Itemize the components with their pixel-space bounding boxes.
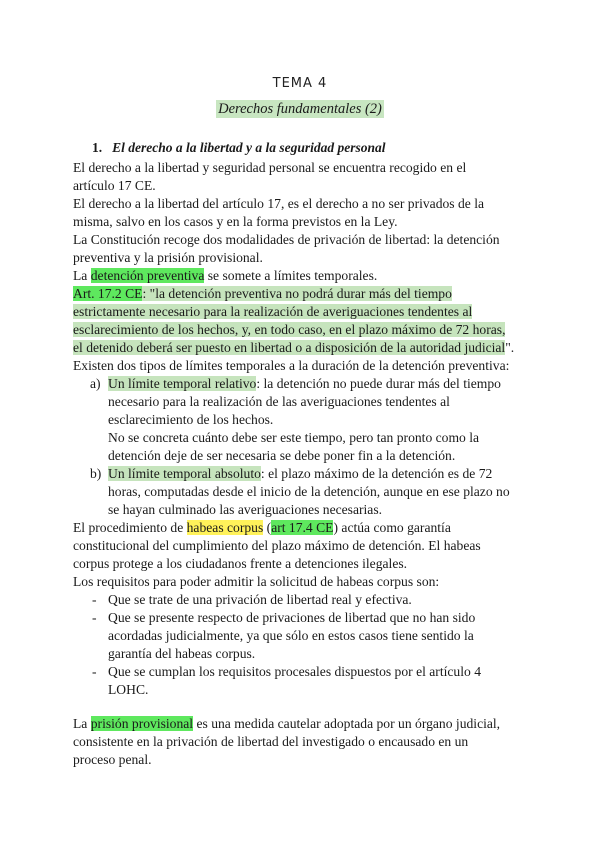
- p3-line-1: La Constitución recoge dos modalidades de privación de libertad: la detención: [73, 232, 500, 247]
- item-a-marker: a): [90, 376, 101, 391]
- req-2-dash: -: [92, 610, 97, 625]
- item-a-line-4: No se concreta cuánto debe ser este tiempo, pero tan pronto como la: [108, 430, 480, 445]
- req-2-line-1: Que se presente respecto de privaciones de libertad que no han sido: [108, 610, 476, 625]
- art172-quote-2: estrictamente necesario para la realización de averiguaciones tendentes al: [73, 304, 473, 319]
- p6-line-2: constitucional del cumplimiento del plazo máximo de detención. El habeas: [73, 538, 481, 553]
- p6-pre: El procedimiento de: [73, 520, 187, 535]
- detencion-preventiva-highlight: detención preventiva: [90, 268, 205, 283]
- item-a-line-5: detención deje de ser necesaria se debe poner fin a la detención.: [108, 448, 456, 463]
- p6-line-3: corpus protege a los ciudadanos frente a detenciones ilegales.: [73, 556, 408, 571]
- limite-relativo-highlight: Un límite temporal relativo: [108, 376, 257, 391]
- art172-line-2: [73, 303, 472, 321]
- p6-line-1: [73, 519, 451, 537]
- p7-line: Los requisitos para poder admitir la solicitud de habeas corpus son:: [73, 574, 440, 589]
- p6-mid: (: [263, 520, 272, 535]
- art172-quote-1: : "la detención preventiva no podrá durar más del tiempo: [142, 286, 452, 301]
- item-a-line-3: esclarecimiento de los hechos.: [108, 412, 274, 427]
- item-b-line-1: [108, 465, 492, 483]
- prision-provisional-highlight: prisión provisional: [90, 716, 194, 731]
- limite-absoluto-highlight: Un límite temporal absoluto: [108, 466, 261, 481]
- req-1-dash: -: [92, 592, 97, 607]
- p8-line-1: [73, 715, 500, 733]
- p2-line-1: El derecho a la libertad del artículo 17, es el derecho a no ser privados de la: [73, 196, 485, 211]
- art172-quote-end: ".: [505, 340, 515, 355]
- art172-line-1: [73, 285, 452, 303]
- subtitle-row: [0, 98, 600, 118]
- document-subtitle: Derechos fundamentales (2): [218, 101, 382, 117]
- p1-line-2: artículo 17 CE.: [73, 178, 156, 193]
- req-1-line-1: Que se trate de una privación de libertad real y efectiva.: [108, 592, 412, 607]
- section-heading: [92, 140, 386, 156]
- art172-line-4: [73, 339, 514, 357]
- p8-line-3: proceso penal.: [73, 752, 152, 767]
- p8-pre: La: [73, 716, 91, 731]
- section-number: 1.: [92, 140, 103, 155]
- item-b-line-3: se hayan culminado las averiguaciones necesarias.: [108, 502, 383, 517]
- item-a-rest: : la detención no puede durar más del tiempo: [256, 376, 501, 391]
- req-3-dash: -: [92, 664, 97, 679]
- p8-post: es una medida cautelar adoptada por un órgano judicial,: [193, 716, 501, 731]
- item-a-line-1: [108, 375, 501, 393]
- p6-post: ) actúa como garantía: [333, 520, 451, 535]
- section-title: El derecho a la libertad y a la seguridad personal: [112, 140, 386, 155]
- req-3-line-1: Que se cumplan los requisitos procesales dispuestos por el artículo 4: [108, 664, 481, 679]
- art-17-2-ref-highlight: Art. 17.2 CE: [73, 286, 143, 301]
- item-b-marker: b): [90, 466, 102, 481]
- document-tema-label: TEMA 4: [272, 76, 328, 91]
- p3-line-2: preventiva y la prisión provisional.: [73, 250, 263, 265]
- p4-line: [73, 267, 377, 285]
- art172-line-3: [73, 321, 505, 339]
- p2-line-2: misma, salvo en los casos y en la forma previstos en la Ley.: [73, 214, 398, 229]
- p8-line-2: consistente en la privación de libertad del investigado o encausado en un: [73, 734, 469, 749]
- item-b-rest: : el plazo máximo de la detención es de 72: [260, 466, 493, 481]
- art-17-4-ref-highlight: art 17.4 CE: [271, 520, 334, 535]
- p4-post: se somete a límites temporales.: [204, 268, 378, 283]
- p4-pre: La: [73, 268, 91, 283]
- item-b-line-2: horas, computadas desde el inicio de la detención, aunque en ese plazo no: [108, 484, 510, 499]
- req-2-line-3: garantía del habeas corpus.: [108, 646, 256, 661]
- habeas-corpus-highlight: habeas corpus: [186, 520, 264, 535]
- req-3-line-2: LOHC.: [108, 682, 149, 697]
- art172-quote-4: el detenido deberá ser puesto en libertad o a disposición de la autoridad judicial: [73, 340, 506, 355]
- p5-line: Existen dos tipos de límites temporales a la duración de la detención preventiva:: [73, 358, 510, 373]
- item-a-line-2: necesario para la realización de las averiguaciones tendentes al: [108, 394, 450, 409]
- art172-quote-3: esclarecimiento de los hechos, y, en todo caso, en el plazo máximo de 72 horas,: [73, 322, 506, 337]
- p1-line-1: El derecho a la libertad y seguridad personal se encuentra recogido en el: [73, 160, 467, 175]
- req-2-line-2: acordadas judicialmente, ya que sólo en estos casos tiene sentido la: [108, 628, 474, 643]
